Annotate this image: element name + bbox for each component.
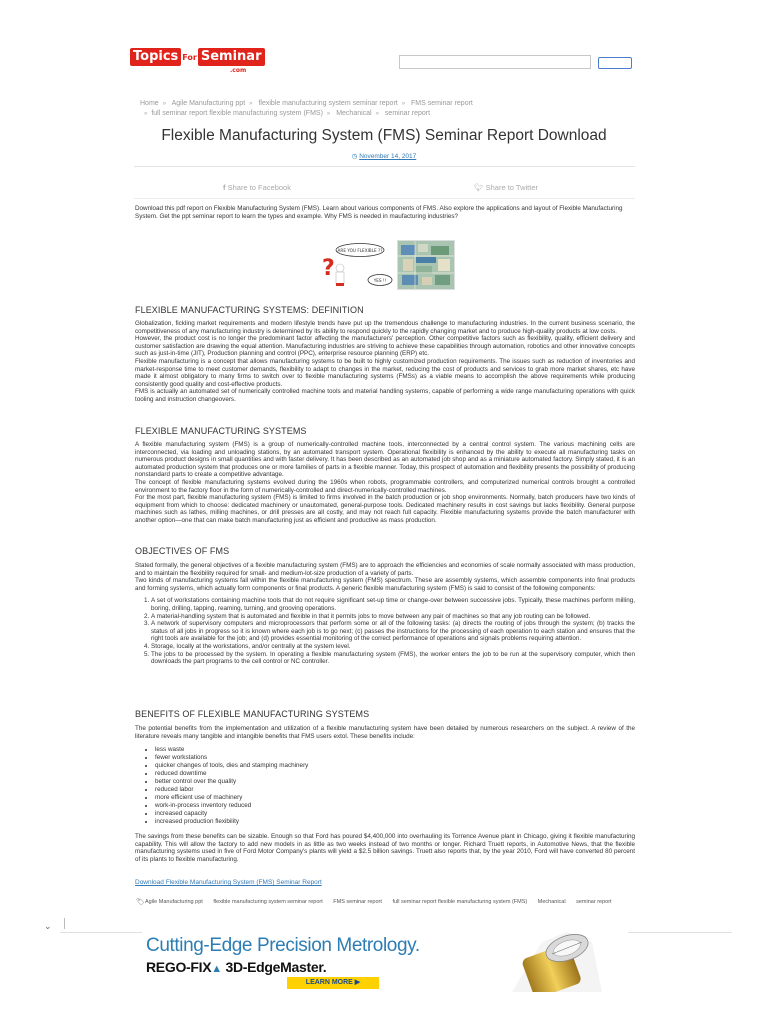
paragraph: Flexible manufacturing is a concept that allows manufacturing systems to be built to highly customized production requirements. The issues such as reduction of inventories and market-response time to meet customer demands, flexibility to adapt to changes in the market, reducing the cost of products and services to grab more market shares, etc have made it almost obligatory to many firms to switch over to flexible manufacturing systems (FMSs) as a viable means to accomplish the above requirements while producing consistently good quality and cost-effective products.	[135, 357, 635, 388]
breadcrumb-link[interactable]: full seminar report flexible manufacturing system (FMS)	[151, 110, 323, 117]
section-heading: FLEXIBLE MANUFACTURING SYSTEMS	[135, 426, 307, 436]
tag-link[interactable]: FMS seminar report	[333, 899, 382, 905]
paragraph: The savings from these benefits can be sizable. Enough so that Ford has poured $4,400,000 into overhauling its Torrence Avenue plant in Chicago, giving it flexible manufacturing capability. This will allow the factory to add new models in as little as two weeks instead of two months or longer. Richard Truett reports, in Automotive News, that the flexible manufacturing systems used in five of Ford Motor Company's plants will yield a $2.5 billion savings. Truett also reports that, by the year 2010, Ford will have converted 80 percent of its plants to flexible manufacturing.	[135, 833, 635, 863]
paragraph: Stated formally, the general objectives of a flexible manufacturing system (FMS) are to approach the efficiencies and economies of scale normally associated with mass production, and to maintain the flexibility required for small- and medium-lot-size production of a variety of parts.	[135, 562, 635, 577]
tag-link[interactable]: Agile Manufacturing ppt	[145, 899, 203, 905]
paragraph: The concept of flexible manufacturing systems evolved during the 1960s when robots, programmable controllers, and computerized numerical controls brought a controlled environment to the factory floor in the form of numerically-controlled and direct-numerically-controlled machines.	[135, 478, 635, 494]
list-item: • reduced labor	[155, 786, 635, 794]
breadcrumb-separator: »	[162, 101, 167, 107]
list-item: • quicker changes of tools, dies and stamping machinery	[155, 762, 635, 770]
breadcrumb-separator: »	[249, 101, 253, 107]
section-body	[135, 320, 635, 404]
section-body	[135, 441, 635, 525]
breadcrumb-separator: »	[401, 101, 406, 107]
paragraph: Two kinds of manufacturing systems fall within the flexible manufacturing system (FMS) spectrum. These are assembly systems, which assemble components into final products and forming systems, which actually form components or final products. A generic flexible manufacturing system (FMS) is said to consist of the following components:	[135, 577, 635, 592]
divider	[134, 166, 635, 167]
triangle-icon: ▲	[211, 963, 222, 975]
breadcrumb-link[interactable]: FMS seminar report	[411, 100, 473, 107]
section-heading: FLEXIBLE MANUFACTURING SYSTEMS: DEFINITION	[135, 305, 364, 315]
post-date[interactable]	[134, 152, 634, 160]
list-item: • less waste	[155, 746, 635, 754]
paragraph: Globalization, fickling market requirements and modern lifestyle trends have put up the tremendous challenge to manufacturing industries. In the current business scenario, the competitiveness of any manufacturing industry is determined by its ability to respond quickly to the rapidly changing market and to produce high-quality products at low costs.	[135, 320, 635, 335]
scroll-indicator	[64, 918, 65, 929]
intro-paragraph: Download this pdf report on Flexible Manufacturing System (FMS). Learn about various components of FMS. Also explore the applications and layout of Flexible Manufacturing System. Get the ppt seminar report to learn the types and example. Why FMS is needed in maufacturing industries?	[135, 205, 623, 220]
list-item: 4. Storage, locally at the workstations, and/or centrally at the system level.	[151, 643, 635, 651]
share-facebook-label: Share to Facebook	[227, 183, 291, 192]
list-item: 1. A set of workstations containing machine tools that do not require significant set-up time or change-over between successive jobs. Typically, these machines perform milling, boring, drilling, tapping, reaming, turning, and grooving operations.	[151, 597, 635, 612]
section-heading: OBJECTIVES OF FMS	[135, 546, 230, 556]
breadcrumb-home[interactable]: Home	[140, 100, 159, 107]
ad-headline: Cutting-Edge Precision Metrology.	[146, 935, 420, 956]
list-item: • work-in-process inventory reduced	[155, 802, 635, 810]
breadcrumb-separator: »	[375, 111, 379, 117]
breadcrumb-separator: »	[326, 111, 331, 117]
tag-icon: 🏷︎	[136, 899, 145, 906]
tag-list	[136, 898, 635, 907]
section-body	[135, 725, 635, 864]
tag-link[interactable]: seminar report	[576, 899, 612, 905]
breadcrumb	[140, 99, 620, 119]
search-input[interactable]	[399, 55, 591, 69]
ad-brand	[146, 959, 326, 975]
tag-link[interactable]: Mechanical	[537, 899, 566, 905]
section-body	[135, 562, 635, 666]
logo-topics: Topics	[130, 48, 181, 66]
ad-banner[interactable]	[142, 932, 628, 992]
list-item: 5. The jobs to be processed by the system. In operating a flexible manufacturing system (FMS), the worker enters the job to be run at the supervisory computer, which then downloads the part programs to the cell control or NC controller.	[151, 651, 635, 666]
list-item: • more efficient use of machinery	[155, 794, 635, 802]
page-title: Flexible Manufacturing System (FMS) Seminar Report Download	[161, 127, 607, 144]
edge-finder-tool-icon	[472, 932, 628, 992]
section-heading: BENEFITS OF FLEXIBLE MANUFACTURING SYSTEMS	[135, 709, 370, 719]
breadcrumb-link[interactable]: seminar report	[384, 110, 431, 117]
logo-for: For	[182, 53, 197, 62]
facebook-icon: f	[223, 183, 226, 192]
paragraph: A flexible manufacturing system (FMS) is a group of numerically-controlled machine tools, interconnected by a central control system. The various machining cells are interconnected, via loading and unloading stations, by an automated transport system. Operational flexibility is enhanced by the ability to execute all manufacturing tasks on numerous product designs in small quantities and with faster delivery. It has been described as an automated job shop and as a miniature automated factory. Simply stated, it is an automated production system that produces one or more families of parts in a flexible manner. Today, this prospect of automation and flexibility presents the possibility of producing nonstandard parts to create a competitive advantage.	[135, 441, 635, 479]
paragraph: FMS is actually an automated set of numerically controlled machine tools and material handling systems, capable of performing a wide range manufacturing operations with quick tooling and instruction changeovers.	[135, 388, 635, 403]
download-report-link[interactable]: Download Flexible Manufacturing System (FMS) Seminar Report	[135, 879, 322, 886]
tag-link[interactable]: full seminar report flexible manufacturing system (FMS)	[392, 899, 528, 905]
logo-dotcom: .com	[230, 67, 247, 74]
share-twitter-button[interactable]	[474, 183, 538, 192]
share-twitter-label: Share to Twitter	[485, 183, 539, 192]
breadcrumb-link[interactable]: flexible manufacturing system seminar report	[258, 100, 398, 107]
ad-brand-name: REGO-FIX	[146, 959, 212, 975]
list-item: • increased production flexibility	[155, 818, 635, 826]
illus-bubble-question: ARE YOU FLEXIBLE ??	[337, 248, 383, 253]
paragraph: For the most part, flexible manufacturing system (FMS) is limited to firms involved in the batch production or job shop environments. Normally, batch producers have two kinds of equipment from which to choose: dedicated machinery or unautomated, general-purpose tools. Dedicated machinery results in cost savings but lacks flexibility. General purpose machines such as lathes, milling machines, or drill presses are all costly, and may not reach full capacity. Flexible manufacturing systems provide the batch manufacturer with another option—one that can make batch manufacturing just as efficient and productive as mass production.	[135, 494, 635, 524]
ad-learn-more-button[interactable]: LEARN MORE ▶	[287, 977, 379, 989]
share-facebook-button[interactable]	[223, 183, 291, 192]
divider	[134, 198, 635, 199]
list-item: • increased capacity	[155, 810, 635, 818]
breadcrumb-link[interactable]: Mechanical	[336, 110, 372, 117]
list-item: 2. A material-handling system that is automated and flexible in that it permits jobs to move between any pair of machines so that any job routing can be followed.	[151, 613, 635, 621]
list-item: • fewer workstations	[155, 754, 635, 762]
illus-bubble-answer: YES !!	[373, 278, 387, 283]
twitter-icon: 🐦︎	[474, 183, 484, 192]
paragraph: The potential benefits from the implementation and utilization of a flexible manufacturing system have been detailed by numerous researchers on the subject. A review of the literature reveals many tangible and intangible benefits that FMS users extol. These benefits include:	[135, 725, 635, 740]
tag-link[interactable]: flexible manufacturing system seminar report	[213, 899, 323, 905]
fms-layout-illustration	[397, 240, 455, 290]
logo-seminar: Seminar	[198, 48, 265, 66]
paragraph: However, the product cost is no longer the predominant factor affecting the manufacturers' perception. Other competitive factors such as flexibility, quality, efficient delivery and customer satisfaction are drawing the equal attention. Manufacturing industries are striving to achieve these capabilities through automation, robotics and other innovative concepts such as just-in-time (JIT), Production planning and control (PPC), enterprise resource planning (ERP) etc.	[135, 335, 635, 358]
flexible-question-illustration	[318, 240, 394, 290]
components-list	[135, 597, 635, 665]
breadcrumb-link[interactable]: Agile Manufacturing ppt	[171, 100, 246, 107]
breadcrumb-separator: »	[144, 111, 148, 117]
chevron-down-icon[interactable]: ⌄	[44, 921, 52, 931]
post-date-text: November 14, 2017	[359, 153, 417, 160]
ad-product-name: 3D-EdgeMaster.	[225, 959, 327, 975]
list-item: • better control over the quality	[155, 778, 635, 786]
benefits-list	[135, 746, 635, 826]
svg-text:?: ?	[322, 256, 335, 281]
clock-icon: ◷	[351, 153, 358, 160]
list-item: 3. A network of supervisory computers and microprocessors that perform some or all of the following tasks: (a) directs the routing of jobs through the system; (b) tracks the status of all jobs in progress so it is known where each job is to go next; (c) passes the instructions for the processing of each operation to each station and ensures that the right tools are available for the job; and (d) provides essential monitoring of the correct performance of operations and signals problems requiring attention.	[151, 620, 635, 643]
list-item: • reduced downtime	[155, 770, 635, 778]
site-logo[interactable]	[130, 48, 265, 74]
search-button[interactable]	[598, 57, 632, 69]
